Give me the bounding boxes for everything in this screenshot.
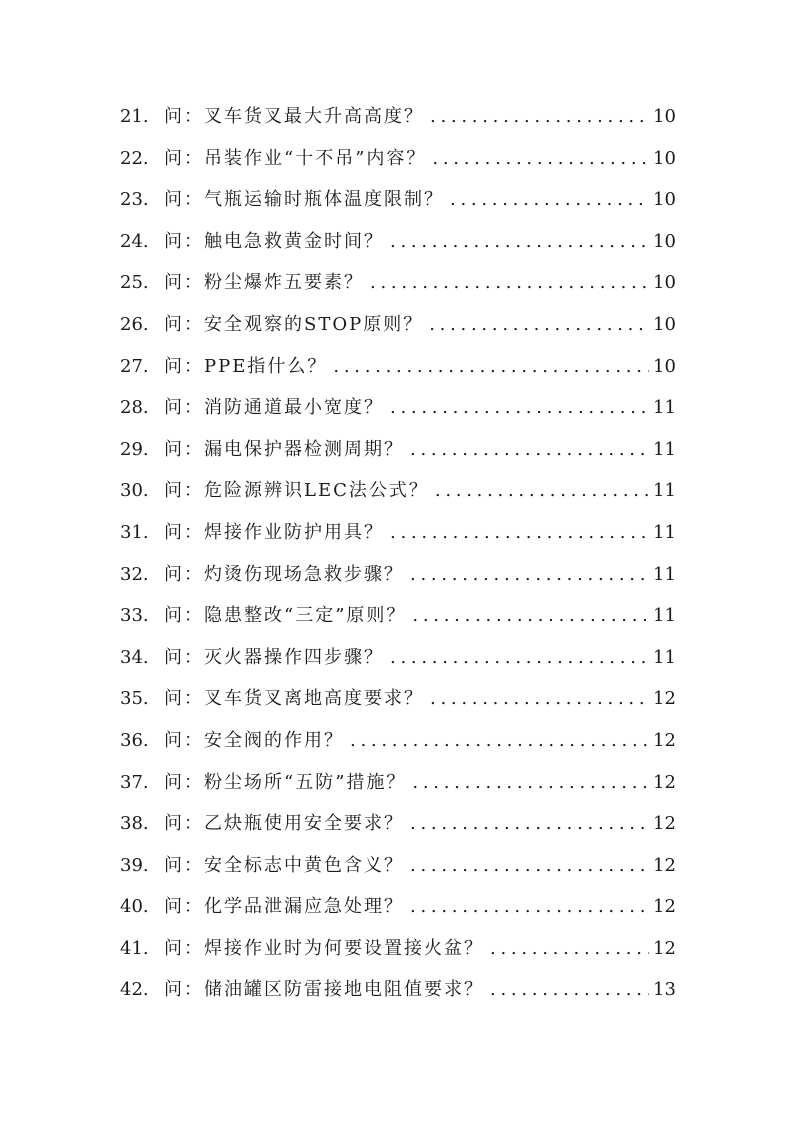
entry-title: 问：灭火器操作四步骤？ <box>164 646 384 668</box>
entry-number: 21. <box>120 106 149 127</box>
entry-number: 22. <box>120 147 149 169</box>
toc-entry[interactable] <box>120 138 675 180</box>
entry-title: 问：危险源辨识LEC法公式？ <box>164 480 429 502</box>
dot-leader <box>410 554 649 596</box>
entry-title: 问：焊接作业防护用具？ <box>164 521 384 543</box>
toc-entry[interactable] <box>120 762 675 804</box>
dot-leader <box>410 429 649 471</box>
toc-entry[interactable] <box>120 803 675 845</box>
toc-entry[interactable] <box>120 637 675 679</box>
entry-page-number: 10 <box>653 147 676 169</box>
entry-number: 42. <box>120 979 149 1001</box>
entry-title: 问：叉车货叉最大升高高度？ <box>164 106 424 127</box>
entry-title: 问：叉车货叉离地高度要求？ <box>164 688 424 710</box>
entry-title: 问：粉尘爆炸五要素？ <box>164 272 364 294</box>
entry-page-number: 12 <box>653 688 676 710</box>
entry-title: 问：消防通道最小宽度？ <box>164 397 384 419</box>
toc-entry[interactable] <box>120 845 675 887</box>
entry-page-number: 13 <box>653 979 676 1001</box>
entry-page-number: 11 <box>653 438 676 460</box>
toc-entry[interactable] <box>120 595 675 637</box>
entry-page-number: 12 <box>653 729 676 751</box>
entry-title: 问：安全标志中黄色含义？ <box>164 854 404 876</box>
entry-page-number: 11 <box>653 521 676 543</box>
entry-page-number: 12 <box>653 937 676 959</box>
entry-title: 问：气瓶运输时瓶体温度限制？ <box>164 189 444 211</box>
entry-page-number: 10 <box>653 106 676 127</box>
entry-number: 28. <box>120 397 149 419</box>
toc-entry[interactable] <box>120 678 675 720</box>
entry-page-number: 10 <box>653 230 676 252</box>
toc-entry[interactable] <box>120 262 675 304</box>
entry-page-number: 12 <box>653 771 676 793</box>
entry-number: 32. <box>120 563 149 585</box>
dot-leader <box>450 179 649 221</box>
entry-number: 35. <box>120 688 149 710</box>
entry-number: 39. <box>120 854 149 876</box>
dot-leader <box>350 720 649 762</box>
entry-number: 23. <box>120 189 149 211</box>
entry-title: 问：隐患整改“三定”原则？ <box>164 605 407 627</box>
entry-number: 34. <box>120 646 149 668</box>
dot-leader <box>390 387 649 429</box>
entry-page-number: 10 <box>653 355 676 377</box>
entry-page-number: 12 <box>653 813 676 835</box>
dot-leader <box>490 928 649 970</box>
entry-number: 30. <box>120 480 149 502</box>
toc-entry[interactable] <box>120 554 675 596</box>
entry-number: 25. <box>120 272 149 294</box>
dot-leader <box>435 470 649 512</box>
toc-entry[interactable] <box>120 969 675 1011</box>
toc-entry[interactable] <box>120 720 675 762</box>
dot-leader <box>410 803 649 845</box>
entry-title: 问：储油罐区防雷接地电阻值要求？ <box>164 979 484 1001</box>
entry-title: 问：焊接作业时为何要设置接火盆？ <box>164 937 484 959</box>
entry-title: 问：安全阀的作用？ <box>164 729 344 751</box>
entry-title: 问：灼烫伤现场急救步骤？ <box>164 563 404 585</box>
dot-leader <box>390 637 649 679</box>
dot-leader <box>430 678 649 720</box>
entry-number: 38. <box>120 813 149 835</box>
entry-page-number: 10 <box>653 189 676 211</box>
entry-title: 问：PPE指什么？ <box>164 355 328 377</box>
entry-number: 40. <box>120 896 149 918</box>
toc-entry[interactable] <box>120 429 675 471</box>
toc-entry[interactable] <box>120 304 675 346</box>
entry-title: 问：化学品泄漏应急处理？ <box>164 896 404 918</box>
dot-leader <box>370 262 649 304</box>
dot-leader <box>429 304 649 346</box>
dot-leader <box>390 512 649 554</box>
entry-number: 26. <box>120 313 149 335</box>
entry-number: 33. <box>120 605 149 627</box>
dot-leader <box>430 96 649 138</box>
dot-leader <box>410 886 649 928</box>
toc-entry[interactable] <box>120 387 675 429</box>
entry-page-number: 11 <box>653 605 676 627</box>
dot-leader <box>333 346 649 388</box>
toc-entry[interactable] <box>120 886 675 928</box>
dot-leader <box>390 221 649 263</box>
entry-number: 31. <box>120 521 149 543</box>
entry-page-number: 11 <box>653 480 676 502</box>
entry-number: 27. <box>120 355 149 377</box>
toc-entry[interactable] <box>120 346 675 388</box>
entry-page-number: 10 <box>653 313 676 335</box>
toc-entry[interactable] <box>120 928 675 970</box>
entry-title: 问：粉尘场所“五防”措施？ <box>164 771 407 793</box>
entry-title: 问：漏电保护器检测周期？ <box>164 438 404 460</box>
dot-leader <box>412 595 649 637</box>
dot-leader <box>412 762 649 804</box>
toc-entry[interactable] <box>120 96 675 138</box>
entry-number: 29. <box>120 438 149 460</box>
toc-entry[interactable] <box>120 470 675 512</box>
table-of-contents <box>120 96 675 1011</box>
dot-leader <box>432 138 649 180</box>
entry-title: 问：吊装作业“十不吊”内容？ <box>164 147 427 169</box>
entry-page-number: 10 <box>653 272 676 294</box>
entry-title: 问：触电急救黄金时间？ <box>164 230 384 252</box>
entry-title: 问：乙炔瓶使用安全要求？ <box>164 813 404 835</box>
entry-page-number: 12 <box>653 854 676 876</box>
entry-page-number: 11 <box>653 646 676 668</box>
entry-number: 24. <box>120 230 149 252</box>
toc-entry[interactable] <box>120 221 675 263</box>
entry-number: 37. <box>120 771 149 793</box>
entry-page-number: 11 <box>653 563 676 585</box>
toc-entry[interactable] <box>120 179 675 221</box>
entry-page-number: 11 <box>653 397 676 419</box>
entry-page-number: 12 <box>653 896 676 918</box>
dot-leader <box>490 969 649 1011</box>
toc-entry[interactable] <box>120 512 675 554</box>
entry-number: 36. <box>120 729 149 751</box>
entry-number: 41. <box>120 937 149 959</box>
entry-title: 问：安全观察的STOP原则？ <box>164 313 424 335</box>
dot-leader <box>410 845 649 887</box>
